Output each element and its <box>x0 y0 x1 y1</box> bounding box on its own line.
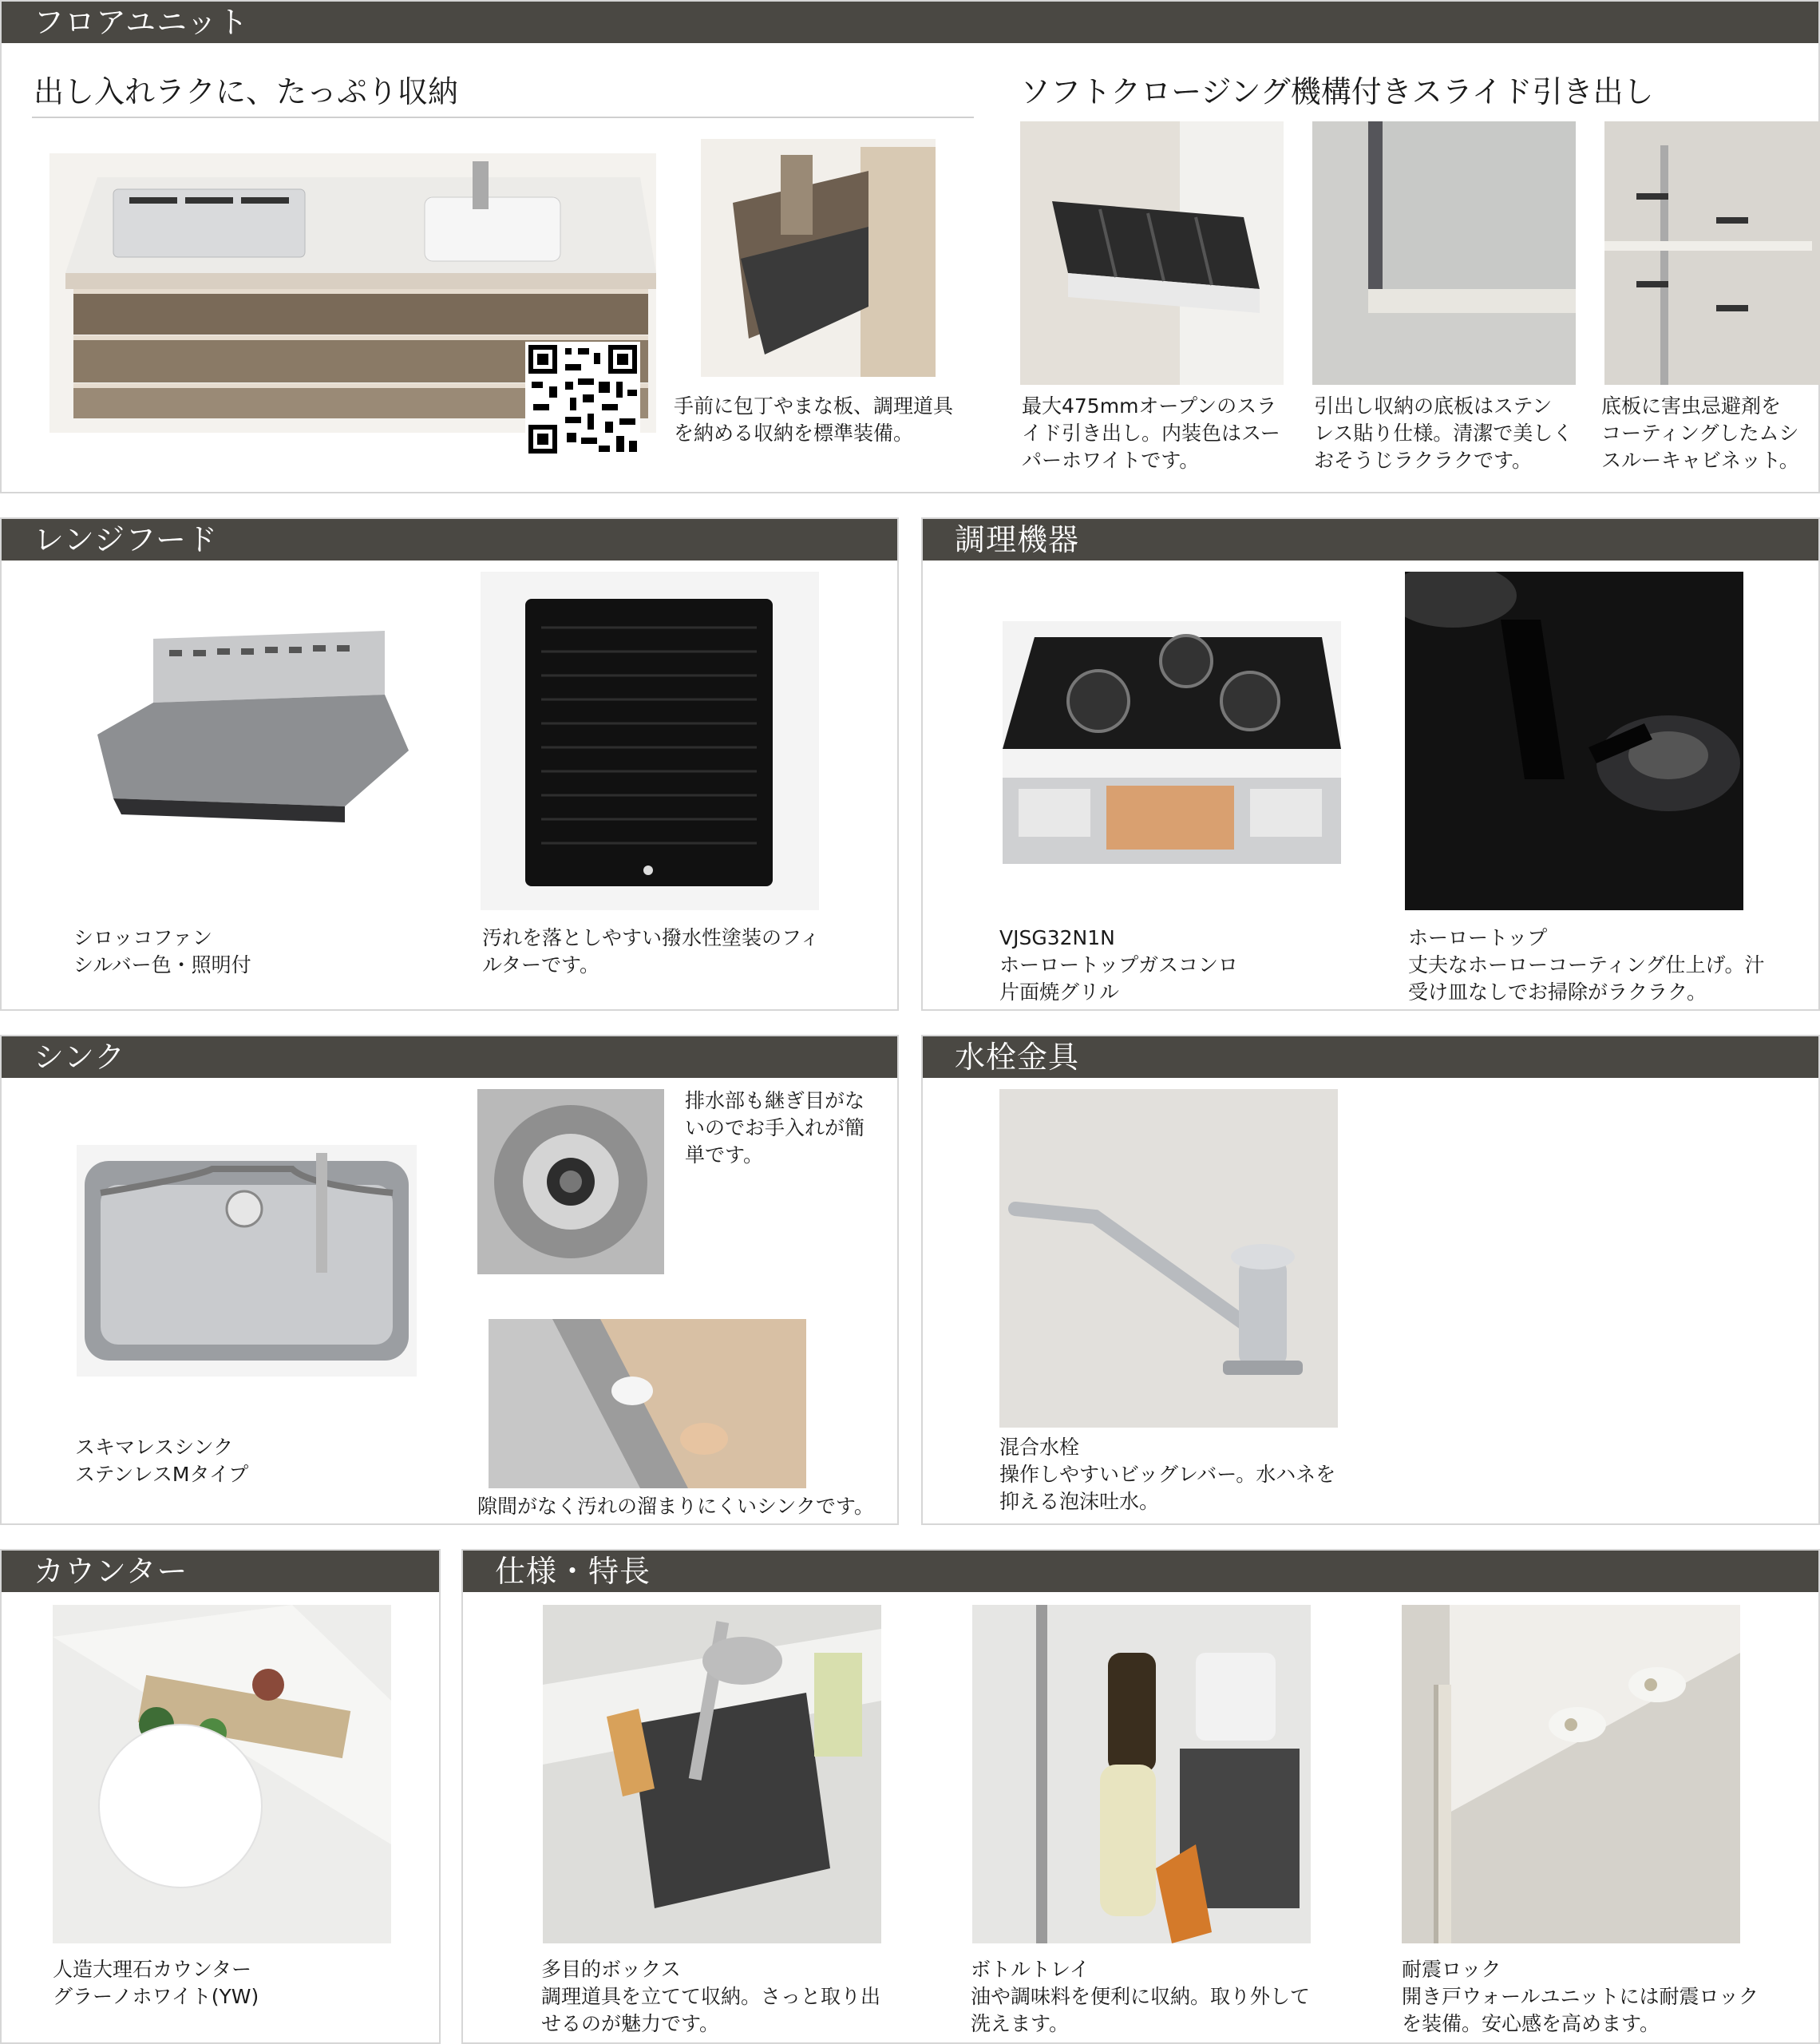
counter-section <box>0 1549 441 2044</box>
enamel-top-caption: ホーロートップ 丈夫なホーローコーティング仕上げ。汁 受け皿なしでお掃除がラクラク。 <box>1408 926 1765 1004</box>
multi-box-photo <box>543 1605 881 1943</box>
features-header: 仕様・特長 <box>463 1551 1818 1592</box>
gas-stove-photo <box>1003 621 1341 864</box>
sink-caption: スキマレスシンク ステンレスMタイプ <box>75 1436 249 1486</box>
seamless-sink-photo <box>489 1319 806 1488</box>
faucet-section <box>921 1035 1820 1525</box>
features-section <box>461 1549 1820 2044</box>
sink-section <box>0 1035 899 1525</box>
counter-header: カウンター <box>2 1551 439 1592</box>
seamless-sink-caption: 隙間がなく汚れの溜まりにくいシンクです。 <box>477 1495 874 1518</box>
range-hood-section <box>0 517 899 1011</box>
cooking-header: 調理機器 <box>923 519 1818 561</box>
bottle-tray-photo <box>972 1605 1311 1943</box>
sink-header: シンク <box>2 1036 897 1078</box>
range-hood-caption: シロッコファン シルバー色・照明付 <box>73 926 251 976</box>
insect-cabinet-photo <box>1604 121 1820 385</box>
qr-code[interactable] <box>525 342 640 457</box>
drawer-photo <box>701 139 936 377</box>
heading-divider <box>32 117 974 118</box>
range-hood-header: レンジフード <box>2 519 897 561</box>
enamel-top-photo <box>1405 572 1743 910</box>
faucet-header: 水栓金具 <box>923 1036 1818 1078</box>
stainless-bottom-caption: 引出し収納の底板はステン レス貼り仕様。清潔で美しく おそうじラクラクです。 <box>1314 394 1573 472</box>
sink-photo <box>77 1145 417 1377</box>
range-hood-photo <box>81 615 417 830</box>
seismic-lock-photo <box>1402 1605 1740 1943</box>
drain-photo <box>477 1089 664 1274</box>
filter-photo <box>481 572 819 910</box>
multi-box-caption: 多目的ボックス 調理道具を立てて収納。さっと取り出 せるのが魅力です。 <box>541 1958 881 2035</box>
gas-stove-caption: VJSG32N1N ホーロートップガスコンロ 片面焼グリル <box>999 926 1239 1004</box>
floor-unit-heading-left: 出し入れラクに、たっぷり収納 <box>34 74 459 109</box>
floor-unit-header: フロアユニット <box>2 2 1818 43</box>
drawer-caption: 手前に包丁やまな板、調理道具 を納める収納を標準装備。 <box>674 394 954 445</box>
filter-caption: 汚れを落としやすい撥水性塗装のフィ ルターです。 <box>482 926 821 976</box>
slide-drawer-photo <box>1020 121 1284 385</box>
floor-unit-section <box>0 0 1820 493</box>
cooking-section <box>921 517 1820 1011</box>
faucet-photo <box>999 1089 1338 1428</box>
slide-drawer-caption: 最大475mmオープンのスラ イド引き出し。内装色はスー パーホワイトです。 <box>1022 394 1280 472</box>
counter-photo <box>53 1605 391 1943</box>
counter-caption: 人造大理石カウンター グラーノホワイト(YW) <box>53 1958 259 2008</box>
bottle-tray-caption: ボトルトレイ 油や調味料を便利に収納。取り外して 洗えます。 <box>971 1958 1311 2035</box>
faucet-caption: 混合水栓 操作しやすいビッグレバー。水ハネを 抑える泡沫吐水。 <box>999 1436 1336 1513</box>
floor-unit-heading-right: ソフトクロージング機構付きスライド引き出し <box>1020 74 1654 109</box>
insect-cabinet-caption: 底板に害虫忌避剤を コーティングしたムシ スルーキャビネット。 <box>1601 394 1799 472</box>
seismic-lock-caption: 耐震ロック 開き戸ウォールユニットには耐震ロック を装備。安心感を高めます。 <box>1402 1958 1759 2035</box>
stainless-bottom-photo <box>1312 121 1576 385</box>
drain-caption: 排水部も継ぎ目がな いのでお手入れが簡 単です。 <box>685 1089 865 1167</box>
